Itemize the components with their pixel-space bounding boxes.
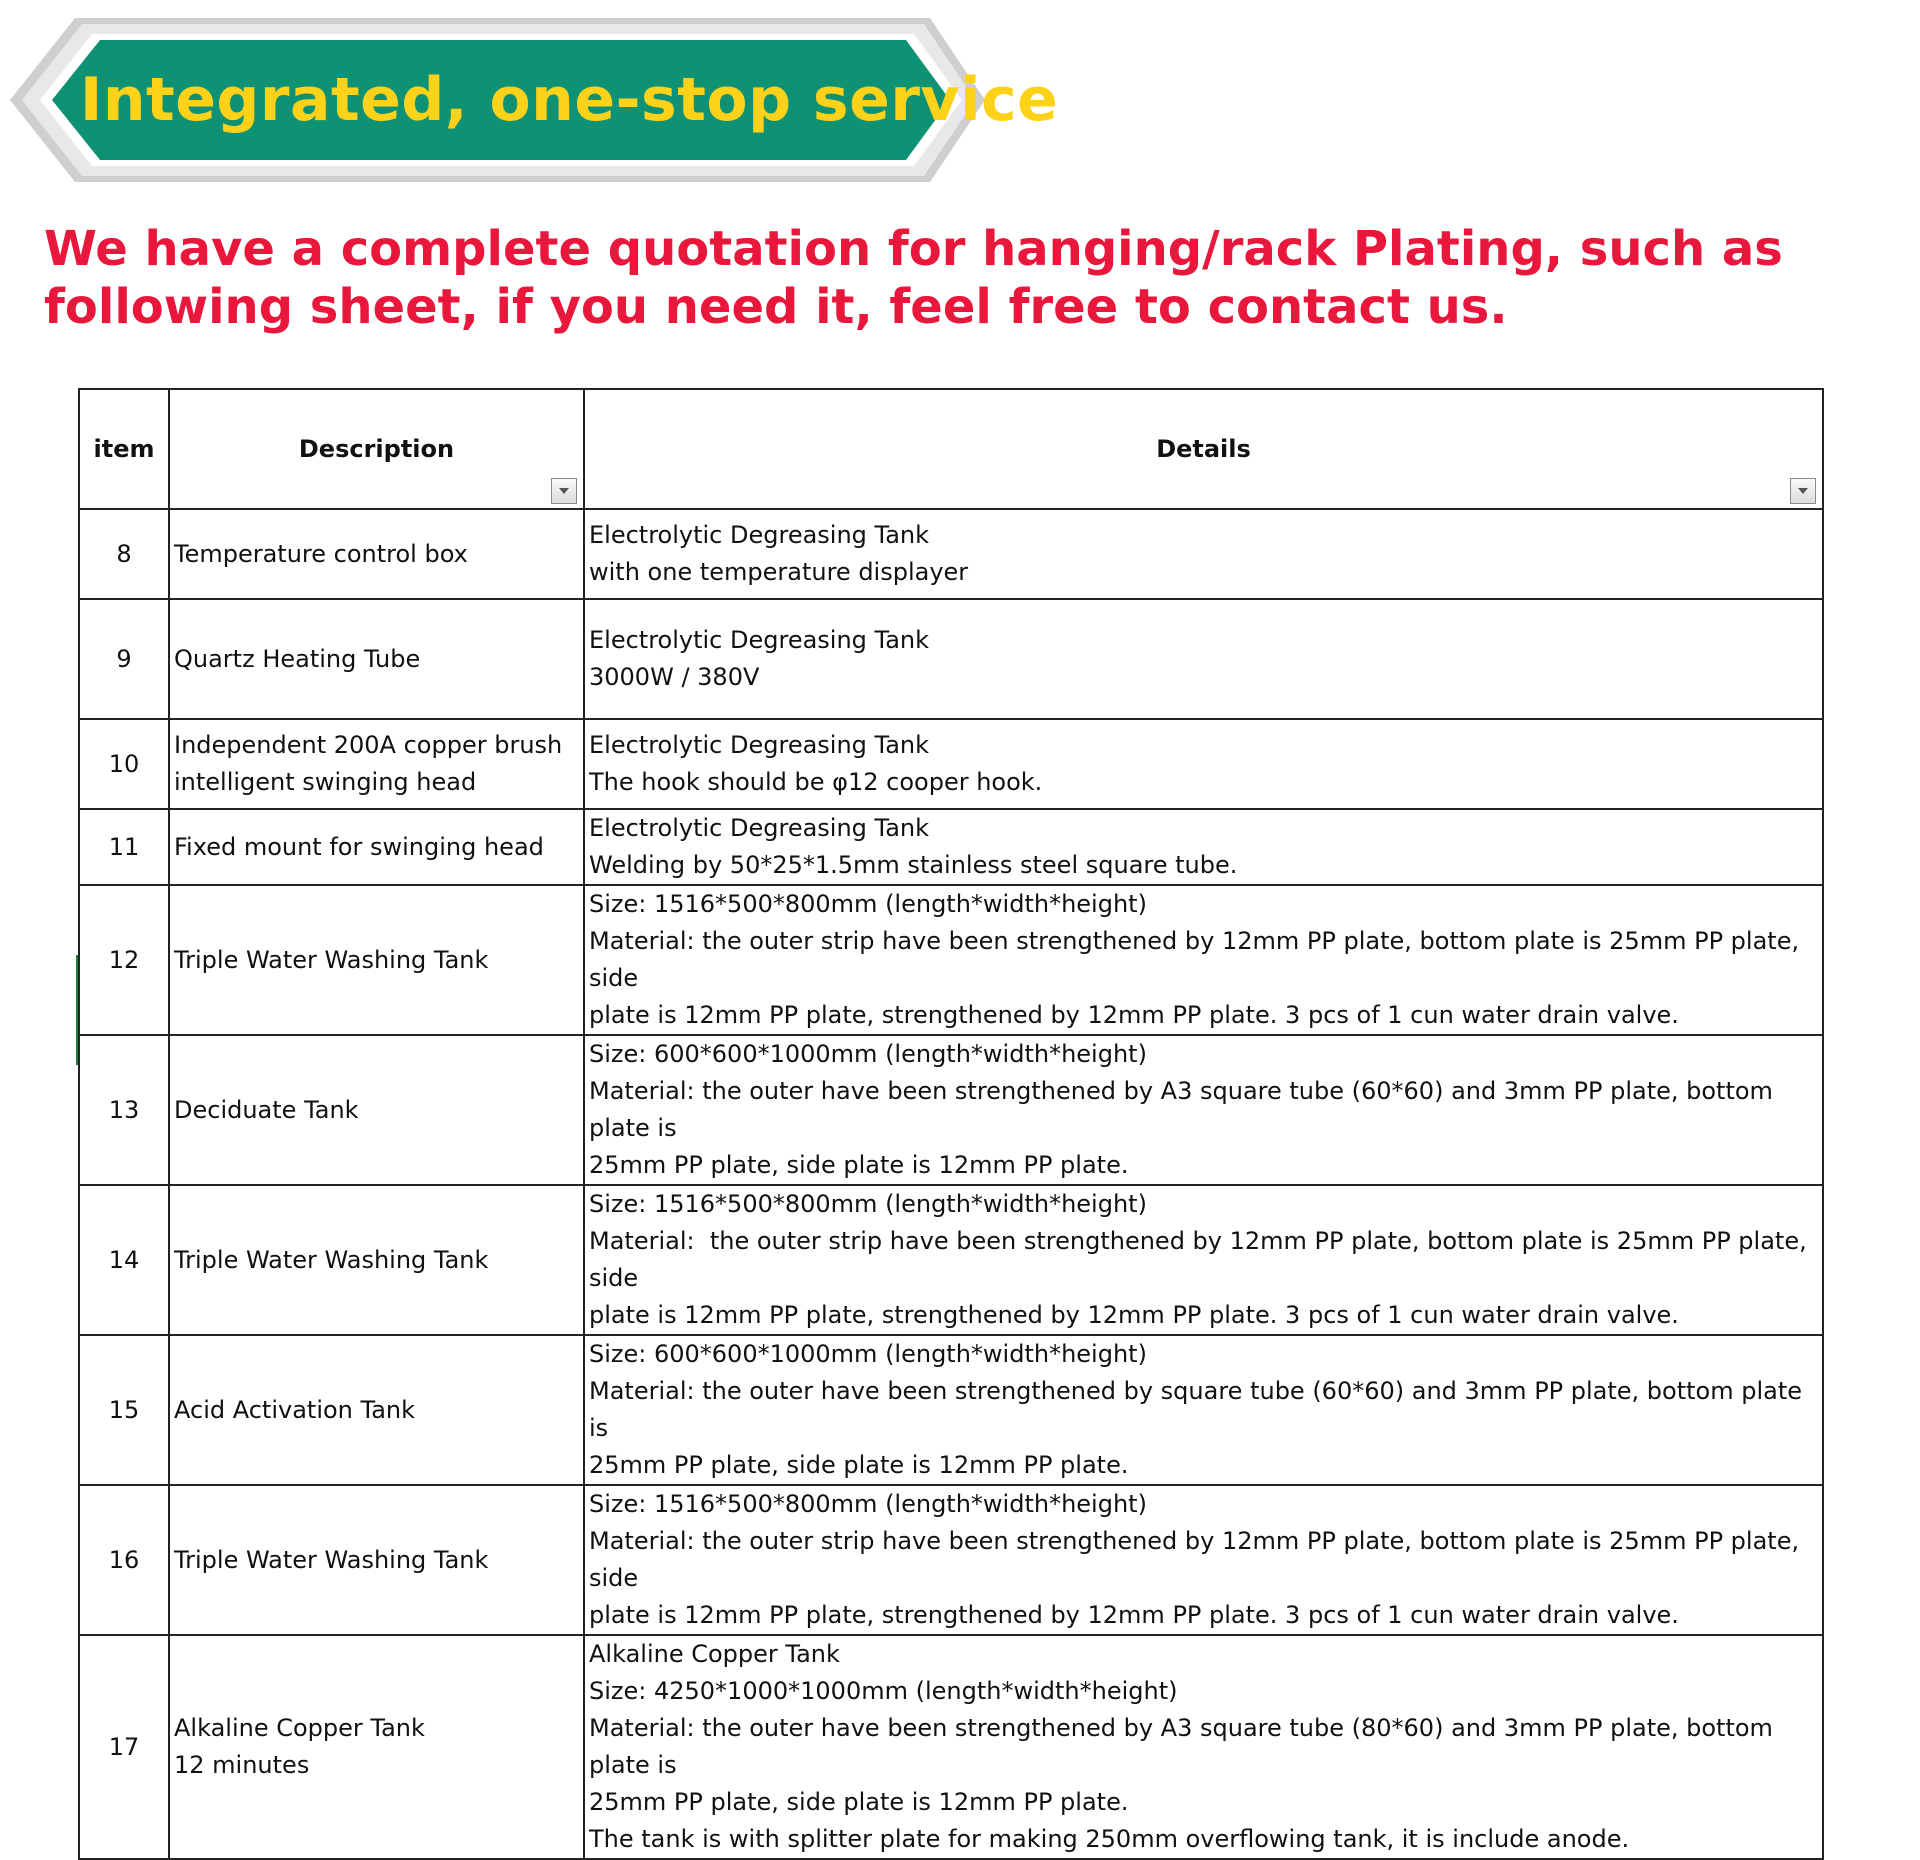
table-row [79,1635,1823,1859]
cell-item[interactable]: 17 [79,1635,169,1859]
details-line: Welding by 50*25*1.5mm stainless steel square tube. [589,851,1238,879]
table-row [79,1185,1823,1335]
cell-description[interactable] [169,719,584,809]
details-line: Material: the outer have been strengthened by A3 square tube (60*60) and 3mm PP plate, bottom plate is [589,1077,1781,1142]
description-line: Acid Activation Tank [174,1395,416,1424]
details-line: Material: the outer strip have been strengthened by 12mm PP plate, bottom plate is 25mm PP plate, side [589,1227,1815,1292]
cell-item[interactable]: 14 [79,1185,169,1335]
header-details-label: Details [1156,435,1251,463]
table-row [79,885,1823,1035]
details-line: Material: the outer have been strengthened by square tube (60*60) and 3mm PP plate, bottom plate is [589,1377,1810,1442]
details-line: Electrolytic Degreasing Tank [589,521,930,549]
header-item [79,389,169,509]
cell-details[interactable] [584,1185,1823,1335]
cell-description[interactable] [169,509,584,599]
details-line: The tank is with splitter plate for making 250mm overflowing tank, it is include anode. [589,1825,1630,1853]
description-line: Independent 200A copper brush [174,731,563,759]
details-line: plate is 12mm PP plate, strengthened by 12mm PP plate. 3 pcs of 1 cun water drain valve. [589,1301,1679,1329]
cell-description[interactable] [169,599,584,719]
cell-details[interactable] [584,599,1823,719]
cell-details[interactable] [584,1485,1823,1635]
details-line: with one temperature displayer [589,558,969,586]
details-line: plate is 12mm PP plate, strengthened by 12mm PP plate. 3 pcs of 1 cun water drain valve. [589,1001,1679,1029]
cell-details[interactable] [584,1335,1823,1485]
cell-item[interactable]: 9 [79,599,169,719]
quotation-sheet [78,388,1822,1853]
cell-description[interactable] [169,1185,584,1335]
description-line: Temperature control box [174,539,468,568]
description-line: intelligent swinging head [174,768,477,796]
cell-item[interactable]: 8 [79,509,169,599]
cell-description[interactable] [169,1485,584,1635]
description-line: Triple Water Washing Tank [174,1545,489,1574]
cell-description[interactable] [169,885,584,1035]
details-line: 25mm PP plate, side plate is 12mm PP plate. [589,1151,1129,1179]
description-line: Alkaline Copper Tank [174,1714,425,1742]
details-line: Electrolytic Degreasing Tank [589,626,930,654]
cell-description[interactable] [169,1335,584,1485]
cell-item[interactable]: 10 [79,719,169,809]
intro-text: We have a complete quotation for hanging/rack Plating, such as following sheet, if you need it, feel free to contact us. [44,221,1783,335]
table-row [79,1485,1823,1635]
description-line: Triple Water Washing Tank [174,1245,489,1274]
description-line: Quartz Heating Tube [174,644,421,673]
details-line: Electrolytic Degreasing Tank [589,814,930,842]
details-line: Alkaline Copper Tank [589,1640,840,1668]
cell-item[interactable]: 12 [79,885,169,1035]
description-line: Fixed mount for swinging head [174,832,544,861]
details-line: 3000W / 380V [589,663,760,691]
cell-description[interactable] [169,809,584,885]
description-line: 12 minutes [174,1751,310,1779]
table-row [79,509,1823,599]
header-description-label: Description [298,435,455,463]
details-line: Size: 1516*500*800mm (length*width*height) [589,1490,1147,1518]
details-filter-dropdown-icon[interactable] [1790,478,1816,504]
header-row [79,389,1823,509]
table-body [79,509,1823,1859]
table-row [79,809,1823,885]
details-line: Size: 4250*1000*1000mm (length*width*height) [589,1677,1178,1705]
cell-details[interactable] [584,809,1823,885]
header-item-label: item [93,435,155,463]
details-line: Material: the outer strip have been strengthened by 12mm PP plate, bottom plate is 25mm PP plate, side [589,1527,1807,1592]
details-line: The hook should be φ12 cooper hook. [589,768,1043,796]
cell-item[interactable]: 16 [79,1485,169,1635]
table-row [79,1335,1823,1485]
cell-details[interactable] [584,509,1823,599]
details-line: plate is 12mm PP plate, strengthened by 12mm PP plate. 3 pcs of 1 cun water drain valve. [589,1601,1679,1629]
details-line: Size: 600*600*1000mm (length*width*height) [589,1340,1147,1368]
cell-details[interactable] [584,719,1823,809]
details-line: Material: the outer strip have been strengthened by 12mm PP plate, bottom plate is 25mm PP plate, side [589,927,1807,992]
description-filter-dropdown-icon[interactable] [551,478,577,504]
details-line: Size: 1516*500*800mm (length*width*height) [589,1190,1147,1218]
details-line: Size: 1516*500*800mm (length*width*height) [589,890,1147,918]
cell-details[interactable] [584,1035,1823,1185]
table-row [79,719,1823,809]
header-description [169,389,584,509]
banner-title: Integrated, one-stop service [80,65,1059,135]
cell-item[interactable]: 15 [79,1335,169,1485]
table-row [79,599,1823,719]
cell-description[interactable] [169,1035,584,1185]
details-line: 25mm PP plate, side plate is 12mm PP plate. [589,1788,1129,1816]
cell-details[interactable] [584,1635,1823,1859]
description-line: Triple Water Washing Tank [174,945,489,974]
cell-item[interactable]: 11 [79,809,169,885]
details-line: Electrolytic Degreasing Tank [589,731,930,759]
description-line: Deciduate Tank [174,1095,359,1124]
quotation-table [78,388,1824,1860]
cell-details[interactable] [584,885,1823,1035]
header-details [584,389,1823,509]
table-row [79,1035,1823,1185]
cell-item[interactable]: 13 [79,1035,169,1185]
details-line: Size: 600*600*1000mm (length*width*height) [589,1040,1147,1068]
details-line: 25mm PP plate, side plate is 12mm PP plate. [589,1451,1129,1479]
cell-description[interactable] [169,1635,584,1859]
details-line: Material: the outer have been strengthened by A3 square tube (80*60) and 3mm PP plate, bottom plate is [589,1714,1781,1779]
